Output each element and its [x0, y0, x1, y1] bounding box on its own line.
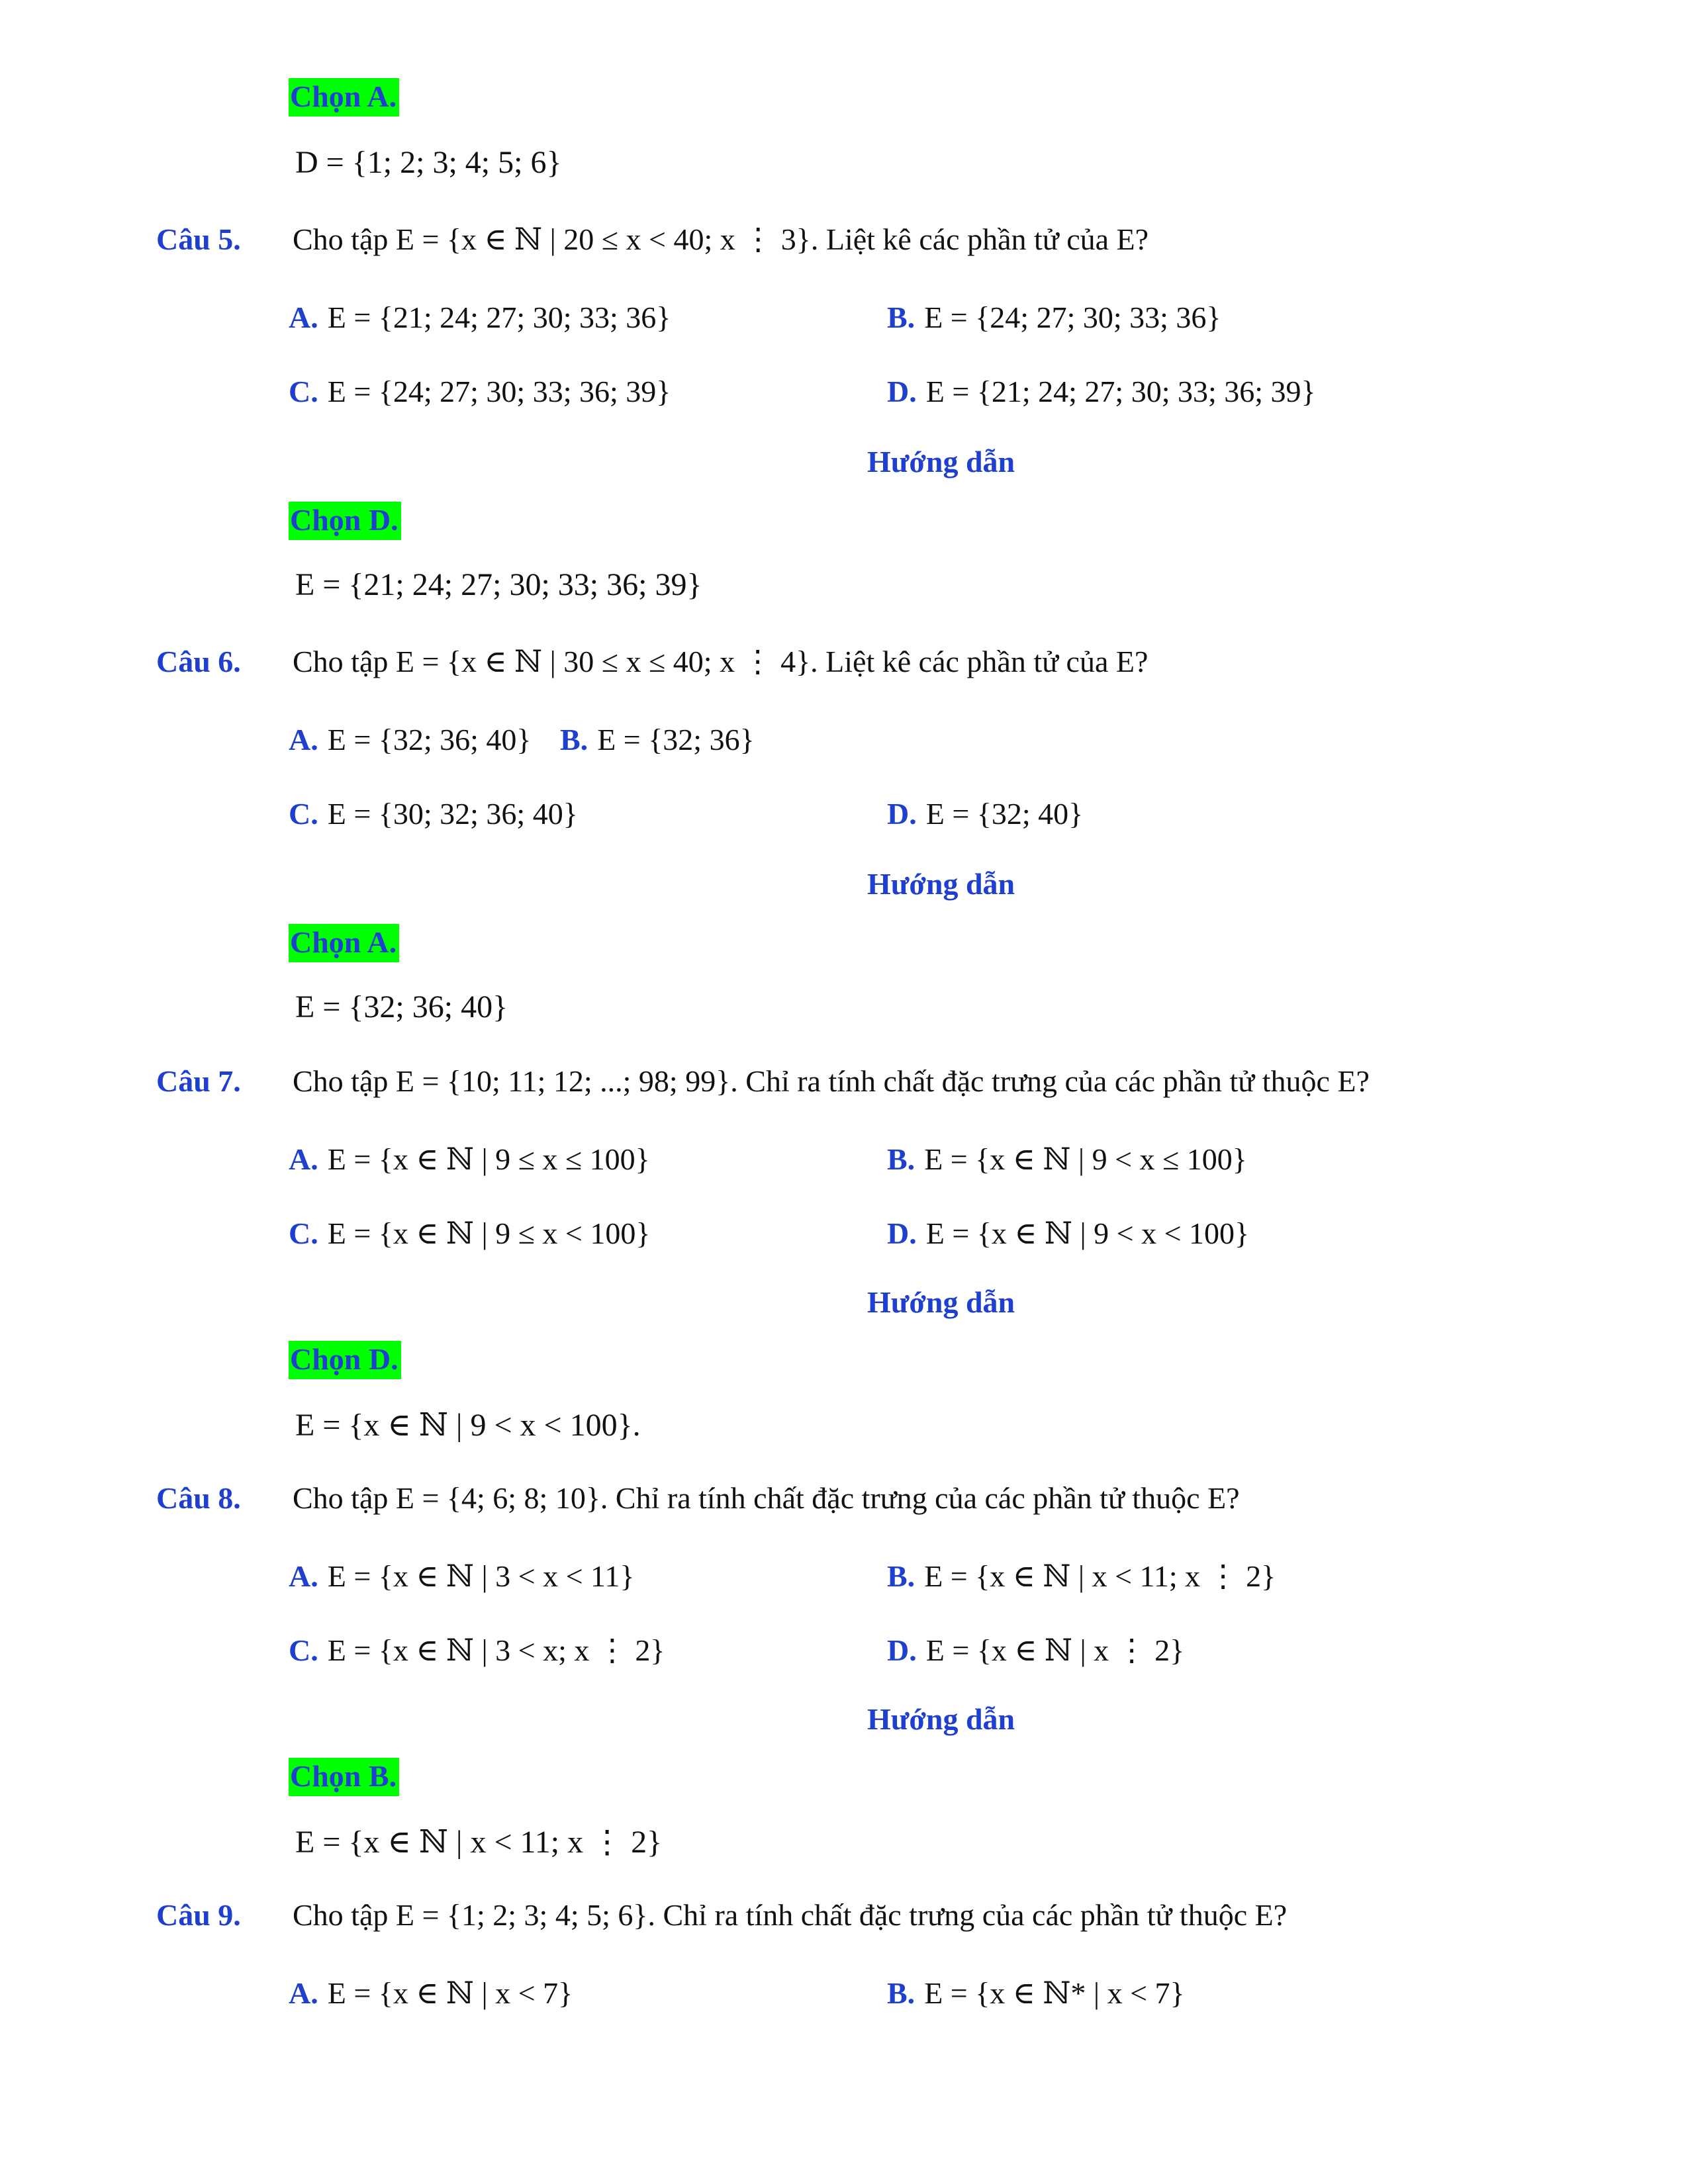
q8-guide-heading: Hướng dẫn: [867, 1702, 1015, 1736]
q9-option-a: A. E = {x ∈ ℕ | x < 7}: [289, 1976, 573, 2010]
q5-choice: Chọn D.: [289, 502, 401, 540]
q5-option-b: B. E = {24; 27; 30; 33; 36}: [887, 300, 1221, 334]
q9-text: Cho tập E = {1; 2; 3; 4; 5; 6}. Chỉ ra tính chất đặc trưng của các phần tử thuộc E?: [293, 1898, 1288, 1932]
q9-option-b: B. E = {x ∈ ℕ* | x < 7}: [887, 1976, 1185, 2010]
q7-label: Câu 7.: [156, 1064, 241, 1098]
q6-choice: Chọn A.: [289, 924, 399, 962]
q8-choice: Chọn B.: [289, 1758, 399, 1796]
q8-option-b: B. E = {x ∈ ℕ | x < 11; x ⋮ 2}: [887, 1559, 1276, 1593]
q7-option-b: B. E = {x ∈ ℕ | 9 < x ≤ 100}: [887, 1142, 1247, 1176]
q6-option-c: C. E = {30; 32; 36; 40}: [289, 797, 578, 831]
q6-label: Câu 6.: [156, 645, 241, 678]
q6-answer: E = {32; 36; 40}: [295, 989, 508, 1024]
q5-answer: E = {21; 24; 27; 30; 33; 36; 39}: [295, 567, 702, 602]
q7-option-c: C. E = {x ∈ ℕ | 9 ≤ x < 100}: [289, 1216, 651, 1250]
q5-guide-heading: Hướng dẫn: [867, 445, 1015, 478]
q7-option-d: D. E = {x ∈ ℕ | 9 < x < 100}: [887, 1216, 1250, 1250]
q5-option-c: C. E = {24; 27; 30; 33; 36; 39}: [289, 375, 671, 408]
q8-option-c: C. E = {x ∈ ℕ | 3 < x; x ⋮ 2}: [289, 1633, 665, 1667]
q9-label: Câu 9.: [156, 1898, 241, 1932]
q5-option-d: D. E = {21; 24; 27; 30; 33; 36; 39}: [887, 375, 1316, 408]
q5-text: Cho tập E = {x ∈ ℕ | 20 ≤ x < 40; x ⋮ 3}. Liệt kê các phần tử của E?: [293, 222, 1149, 256]
top-answer: D = {1; 2; 3; 4; 5; 6}: [295, 145, 562, 180]
q7-answer: E = {x ∈ ℕ | 9 < x < 100}.: [295, 1408, 641, 1443]
q5-label: Câu 5.: [156, 222, 241, 256]
q8-text: Cho tập E = {4; 6; 8; 10}. Chỉ ra tính chất đặc trưng của các phần tử thuộc E?: [293, 1481, 1240, 1515]
q5-option-a: A. E = {21; 24; 27; 30; 33; 36}: [289, 300, 671, 334]
q8-option-a: A. E = {x ∈ ℕ | 3 < x < 11}: [289, 1559, 635, 1593]
q8-label: Câu 8.: [156, 1481, 241, 1515]
top-choice: Chọn A.: [289, 78, 399, 116]
q8-answer: E = {x ∈ ℕ | x < 11; x ⋮ 2}: [295, 1825, 663, 1860]
q6-guide-heading: Hướng dẫn: [867, 867, 1015, 901]
q8-option-d: D. E = {x ∈ ℕ | x ⋮ 2}: [887, 1633, 1185, 1667]
q7-choice: Chọn D.: [289, 1341, 401, 1379]
q6-option-a: A. E = {32; 36; 40}: [289, 723, 532, 756]
q6-option-d: D. E = {32; 40}: [887, 797, 1084, 831]
q7-text: Cho tập E = {10; 11; 12; ...; 98; 99}. Chỉ ra tính chất đặc trưng của các phần tử thuộc E?: [293, 1064, 1370, 1098]
q6-text: Cho tập E = {x ∈ ℕ | 30 ≤ x ≤ 40; x ⋮ 4}. Liệt kê các phần tử của E?: [293, 645, 1149, 678]
q7-option-a: A. E = {x ∈ ℕ | 9 ≤ x ≤ 100}: [289, 1142, 650, 1176]
q7-guide-heading: Hướng dẫn: [867, 1285, 1015, 1319]
q6-option-b: B. E = {32; 36}: [560, 723, 755, 756]
